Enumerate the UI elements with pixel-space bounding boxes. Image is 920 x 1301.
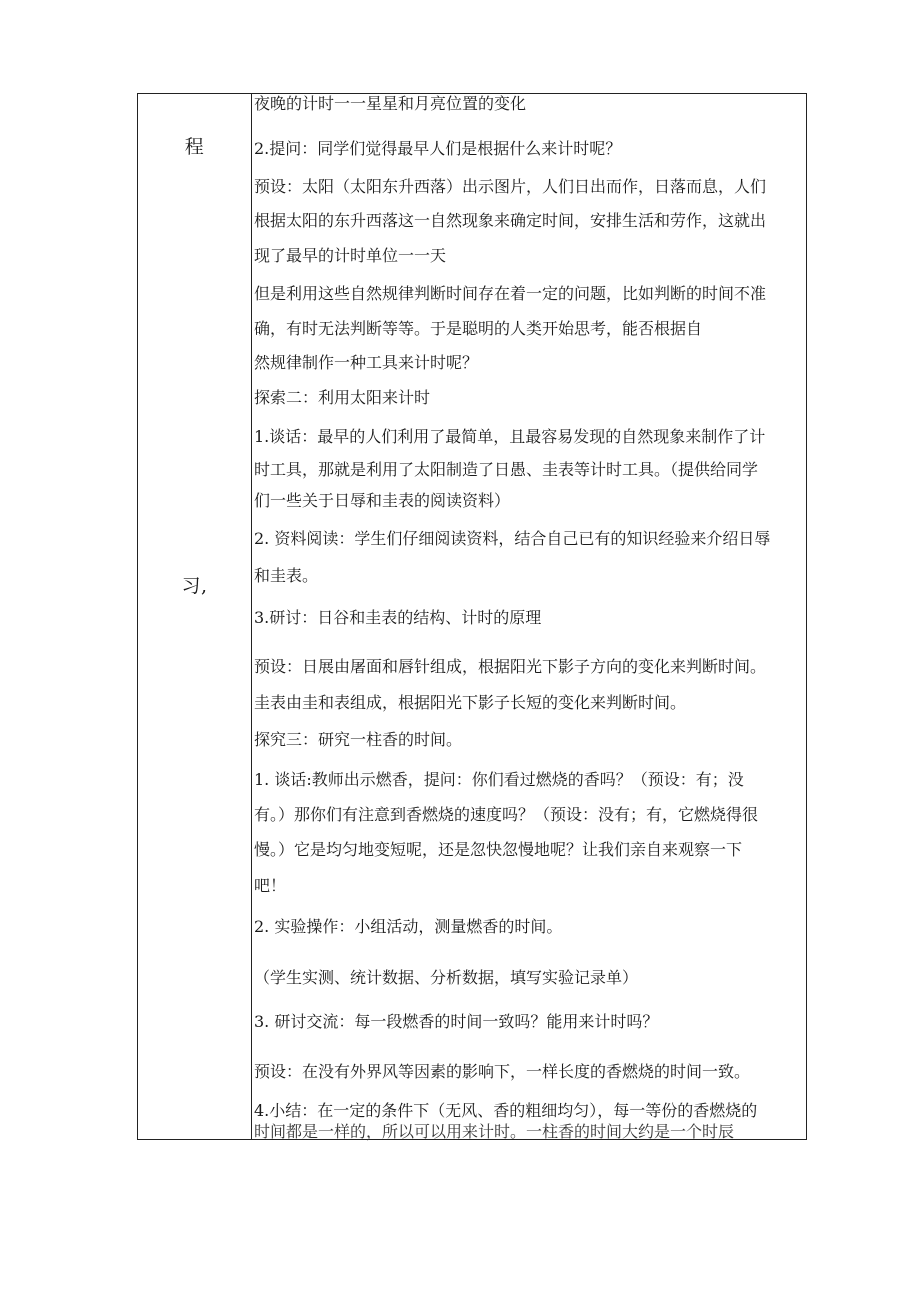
- text-line: 预设：在没有外界风等因素的影响下，一样长度的香燃烧的时间一致。: [254, 1062, 751, 1081]
- left-label-bottom: 习,: [181, 575, 208, 597]
- text-line: 夜晚的计时一一星星和月亮位置的变化: [254, 94, 527, 113]
- text-line: 2. 实验操作：小组活动，测量燃香的时间。: [254, 917, 563, 936]
- lesson-table: [137, 93, 807, 1140]
- text-line: 有。）那你们有注意到香燃烧的速度吗？（预设：没有；有，它燃烧得很: [254, 805, 759, 824]
- text-line: 1. 谈话:教师出示燃香，提问：你们看过燃烧的香吗？（预设：有；没: [254, 770, 744, 789]
- cut-off-line: [254, 1122, 735, 1141]
- text-line: 根据太阳的东升西落这一自然现象来确定时间，安排生活和劳作，这就出: [254, 211, 767, 230]
- text-line: 预设：太阳（太阳东升西落）出示图片，人们日出而作，日落而息，人们: [254, 177, 767, 196]
- text-line: 3. 研讨交流：每一段燃香的时间一致吗？能用来计时吗？: [254, 1012, 659, 1031]
- text-line: 2. 资料阅读：学生们仔细阅读资料，结合自己已有的知识经验来介绍日辱: [254, 529, 771, 548]
- text-line: 然规律制作一种工具来计时呢？: [254, 353, 479, 372]
- left-label-top: 程: [184, 136, 205, 158]
- text-line: 4.小结：在一定的条件下（无风、香的粗细均匀），每一等份的香燃烧的: [254, 1101, 758, 1120]
- text-line: 慢。）它是均匀地变短呢，还是忽快忽慢地呢？让我们亲自来观察一下: [254, 840, 743, 859]
- content-cell: [252, 94, 807, 1139]
- text-line: 们一些关于日辱和圭表的阅读资料）: [254, 491, 511, 510]
- text-line: 圭表由圭和表组成，根据阳光下影子长短的变化来判断时间。: [254, 693, 687, 712]
- text-line: 确，有时无法判断等等。于是聪明的人类开始思考，能否根据自: [254, 319, 703, 338]
- text-line: 吧！: [254, 876, 287, 895]
- text-line: 2.提问：同学们觉得最早人们是根据什么来计时呢？: [254, 139, 622, 158]
- text-line: 1.谈话：最早的人们利用了最简单，且最容易发现的自然现象来制作了计: [254, 427, 766, 446]
- text-line: 时工具，那就是利用了太阳制造了日愚、圭表等计时工具。（提供给同学: [254, 460, 759, 479]
- text-line: 探究三：研究一柱香的时间。: [254, 730, 463, 749]
- text-line: 但是利用这些自然规律判断时间存在着一定的问题，比如判断的时间不准: [254, 284, 767, 303]
- text-line: 和圭表。: [254, 566, 319, 585]
- text-line: 现了最早的计时单位一一天: [254, 246, 447, 265]
- cut-off-text: 时间都是一样的，所以可以用来计时。一柱香的时间大约是一个时辰: [254, 1122, 735, 1141]
- text-line: 3.研讨：日谷和圭表的结构、计时的原理: [254, 608, 542, 627]
- text-line: 预设：日展由屠面和唇针组成，根据阳光下影子方向的变化来判断时间。: [254, 657, 767, 676]
- text-line: 探索二：利用太阳来计时: [254, 388, 431, 407]
- text-line: （学生实测、统计数据、分析数据，填写实验记录单）: [254, 968, 639, 987]
